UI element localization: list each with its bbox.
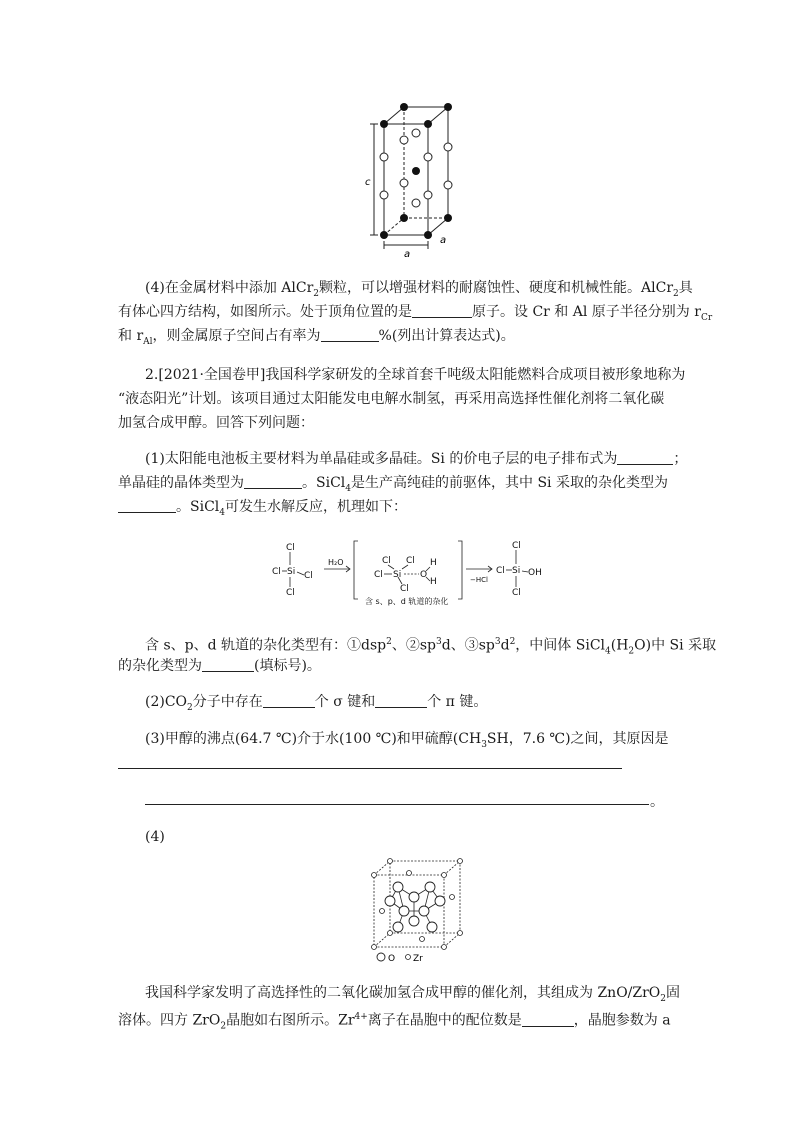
legend-zr-marker [406, 955, 411, 960]
q2-4-label: (4) [145, 829, 165, 845]
q2-1-line2: 单晶硅的晶体类型为 。SiCl$_4$是生产高纯硅的前驱体，其中 Si 采取的杂化类型为 [118, 471, 668, 501]
alcr2-unit-cell-figure [360, 95, 470, 260]
q4a-line2: 有体心四方结构，如图所示。处于顶角位置的是 原子。设 Cr 和 Al 原子半径分别为 $r_{Cr}$ [118, 300, 712, 330]
hybrid-line1: 含 s、p、d 轨道的杂化类型有：①dsp$^2$、$②sp^3d$、$③sp^3d^2$，中间体 $SiCl_4(H_2O)$中 Si 采取 [145, 637, 717, 657]
q2-intro-line3: 加氢合成甲醇。回答下列问题： [118, 415, 314, 431]
svg-text:H₂O: H₂O [328, 558, 344, 567]
svg-text:−HCl: −HCl [470, 576, 488, 584]
svg-text:H: H [430, 558, 437, 568]
svg-text:Cl: Cl [382, 556, 391, 566]
answer-blank[interactable] [244, 472, 302, 489]
q4a-line1: (4)在金属材料中添加 AlCr$_2$颗粒，可以增强材料的耐腐蚀性、硬度和机械性能。AlCr$_2$具 [145, 280, 693, 299]
q2-4-line1: 我国科学家发明了高选择性的二氧化碳加氢合成甲醇的催化剂，其组成为 ZnO/ZrO$_2$固 [145, 985, 681, 1004]
answer-blank[interactable] [202, 655, 254, 672]
svg-text:OH: OH [528, 568, 542, 578]
answer-blank[interactable] [522, 1010, 574, 1027]
label-a-side: a [440, 235, 447, 246]
svg-text:Cl: Cl [406, 556, 415, 566]
q2-intro-line2: “液态阳光”计划。该项目通过太阳能发电电解水制氢，再采用高选择性催化剂将二氧化碳 [118, 391, 665, 407]
svg-text:Cl: Cl [512, 541, 521, 551]
zro2-unit-cell-figure [368, 855, 468, 965]
q2-intro-line1: 2.[2021·全国卷甲]我国科学家研发的全球首套千吨级太阳能燃料合成项目被形象地称为 [145, 367, 686, 383]
svg-text:Si: Si [287, 567, 296, 577]
svg-text:含 s、p、d 轨道的杂化: 含 s、p、d 轨道的杂化 [365, 597, 449, 606]
answer-line-1[interactable] [118, 768, 622, 769]
svg-text:Cl: Cl [304, 571, 313, 581]
svg-text:Cl: Cl [286, 543, 295, 553]
legend-o-marker [377, 953, 385, 961]
hybrid-line2: 的杂化类型为 (填标号)。 [118, 654, 321, 678]
q4a-line3: 和 $r_{Al}$，则金属原子空间占有率为 %(列出计算表达式)。 [118, 324, 515, 354]
q2-1-line3: 。SiCl$_4$可发生水解反应，机理如下： [118, 495, 407, 525]
answer-blank[interactable] [412, 301, 472, 318]
svg-text:Cl: Cl [400, 584, 409, 594]
answer-blank[interactable] [263, 691, 315, 708]
svg-text:Cl: Cl [272, 567, 281, 577]
svg-text:Si: Si [393, 570, 402, 580]
svg-text:O: O [420, 570, 428, 580]
legend-zr: Zr [413, 954, 423, 964]
q2-1-line1: (1)太阳能电池板主要材料为单晶硅或多晶硅。Si 的价电子层的电子排布式为 ； [145, 447, 687, 471]
q2-4-line2: 溶体。四方 ZrO$_2$晶胞如右图所示。$Zr^{4+}$离子在晶胞中的配位数是 ，晶胞参数为 a [118, 1005, 671, 1038]
svg-text:Cl: Cl [374, 570, 383, 580]
label-c: c [365, 177, 371, 188]
q2-3-line: (3)甲醇的沸点(64.7 ℃)介于水(100 ℃)和甲硫醇($CH_3SH$，7.6 ℃)之间，其原因是 [145, 731, 669, 750]
answer-line-2[interactable] [145, 804, 649, 805]
label-a-bottom: a [404, 249, 411, 260]
answer-blank[interactable] [118, 496, 176, 513]
answer-blank[interactable] [617, 448, 673, 465]
answer-blank[interactable] [321, 325, 379, 342]
svg-text:H: H [430, 577, 437, 587]
answer-blank[interactable] [375, 691, 427, 708]
legend-o: O [388, 954, 396, 964]
q2-2-line: $(2)CO_2$分子中存在 个 σ 键和 个 π 键。 [145, 690, 487, 720]
svg-text:Cl: Cl [286, 588, 295, 598]
svg-text:Cl: Cl [496, 566, 505, 576]
svg-text:Cl: Cl [512, 588, 521, 598]
sicl4-hydrolysis-mechanism [268, 537, 558, 609]
answer-line-end: 。 [650, 794, 664, 810]
svg-text:Si: Si [512, 566, 521, 576]
